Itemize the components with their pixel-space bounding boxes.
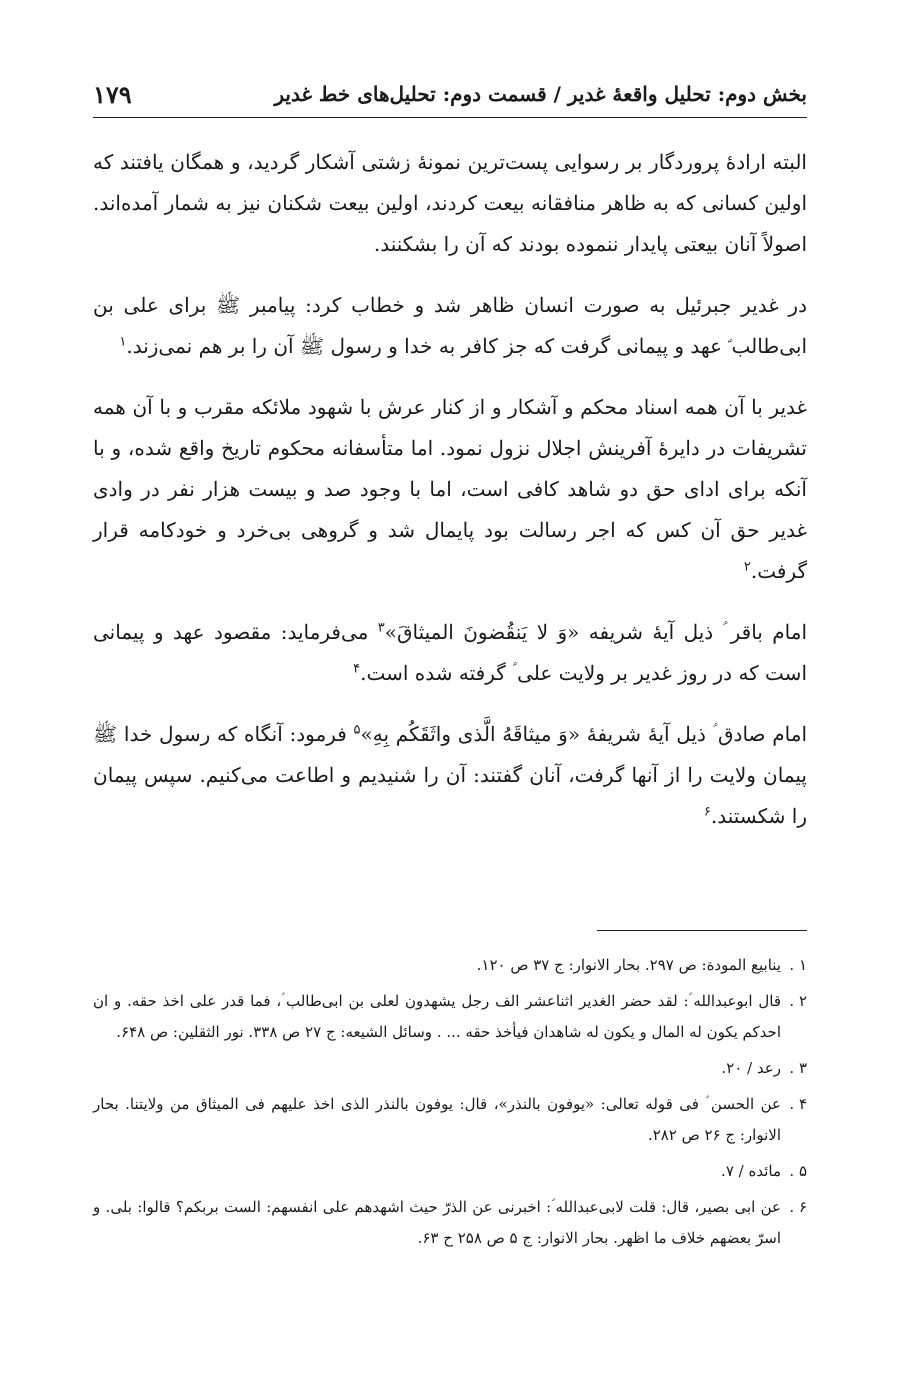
paragraph-text: البته ارادهٔ پروردگار بر رسوایی پست‌ترین نمونهٔ زشتی آشکار گردید، و همگان یافتند که اولین کسانی که به ظاهر منافقانه بیعت کردند، اولین بیعت شکنان نیز به شمار آمده‌اند. اصولاً آنان بیعتی پایدار ننموده بودند که آن را بشکنند. [93, 150, 807, 256]
paragraph-text: در غدیر جبرئیل به صورت انسان ظاهر شد و خطاب کرد: پیامبر ﷺ برای علی بن ابی‌طالب ؑ عهد و پیمانی گرفت که جز کافر به خدا و رسول ﷺ آن را بر هم نمی‌زند. [93, 293, 807, 358]
footnote-number: ۲ . [789, 992, 807, 1010]
footnotes [93, 950, 807, 1259]
footnote-text: قال ابوعبدالله ؑ: لقد حضر الغدیر اثناعشر الف رجل یشهدون لعلی بن ابی‌طالب ؑ، فما قدر علی اخذ حقه. و ان احدکم یکون له المال و یکون له شاهدان فیأخذ حقه ... . وسائل الشیعه: ج ۲۷ ص ۳۳۸. نور الثقلین: ص ۶۴۸. [93, 992, 781, 1041]
main-text [93, 142, 807, 857]
paragraph [93, 714, 807, 837]
footnote-ref: ۵ [353, 722, 361, 738]
footnote-number: ۳ . [789, 1059, 807, 1077]
header-divider [93, 117, 807, 118]
chapter-title: بخش دوم: تحلیل واقعهٔ غدیر / قسمت دوم: تحلیل‌های خط غدیر [274, 82, 807, 106]
footnote-ref: ۶ [703, 804, 711, 820]
paragraph [93, 612, 807, 694]
footnote [93, 986, 807, 1048]
footnote-divider [597, 930, 807, 931]
footnote-text: مائده / ۷. [721, 1162, 781, 1180]
running-header [93, 74, 807, 114]
footnote-number: ۶ . [789, 1198, 807, 1216]
page-number: ۱۷۹ [93, 79, 132, 109]
footnote [93, 950, 807, 981]
footnote-ref: ۳ [377, 620, 385, 636]
footnote-text: عن ابی بصیر، قال: قلت لابی‌عبدالله ؑ: اخبرنی عن الذرّ حیث اشهدهم علی انفسهم: الست بربکم؟ قالوا: بلی. و اسرّ بعضهم خلاف ما اظهر. بحار الانوار: ج ۵ ص ۲۵۸ ح ۶۳. [93, 1198, 781, 1247]
footnote-number: ۱ . [789, 956, 807, 974]
paragraph-text: می‌فرماید: مقصود عهد و پیمانی است که در روز غدیر بر ولایت علی ؑ گرفته شده است. [93, 620, 807, 685]
paragraph-text: امام صادق ؑ ذیل آیهٔ شریفهٔ «وَ میثاقَهُ الَّذی واثَقَکُم بِهِ» [360, 722, 807, 746]
footnote-ref: ۴ [353, 661, 361, 677]
footnote [93, 1053, 807, 1084]
paragraph [93, 387, 807, 592]
paragraph-text: امام باقر ؑ ذیل آیهٔ شریفه «وَ لا یَنقُضونَ المیثاقَ» [384, 620, 807, 644]
footnote-text: رعد / ۲۰. [721, 1059, 781, 1077]
paragraph-text: غدیر با آن همه اسناد محکم و آشکار و از کنار عرش با شهود ملائکه مقرب و با آن همه تشریفات در دایرهٔ آفرینش اجلال نزول نمود. اما متأسفانه محکوم تاریخ واقع شده، و با آنکه برای ادای حق دو شاهد کافی است، اما با وجود صد و بیست هزار نفر در وادی غدیر حق آن کس که اجر رسالت بود پایمال شد و گروهی بی‌خرد و خودکامه قرار گرفت. [93, 395, 807, 583]
footnote-number: ۵ . [789, 1162, 807, 1180]
paragraph-text: فرمود: آنگاه که رسول خدا ﷺ پیمان ولایت را از آنها گرفت، آنان گفتند: آن را شنیدیم و اطاعت می‌کنیم. سپس پیمان را شکستند. [93, 722, 807, 828]
footnote-text: ینابیع المودة: ص ۲۹۷. بحار الانوار: ج ۳۷ ص ۱۲۰. [476, 956, 781, 974]
footnote-ref: ۲ [743, 559, 751, 575]
footnote-number: ۴ . [789, 1095, 807, 1113]
footnote [93, 1089, 807, 1151]
paragraph [93, 142, 807, 265]
footnote-ref: ۱ [119, 334, 127, 350]
footnote [93, 1192, 807, 1254]
footnote-text: عن الحسن ؑ فی قوله تعالی: «یوفون بالنذر»، قال: یوفون بالنذر الذی اخذ علیهم فی المیثاق من ولایتنا. بحار الانوار: ج ۲۶ ص ۲۸۲. [93, 1095, 781, 1144]
footnote [93, 1156, 807, 1187]
paragraph [93, 285, 807, 367]
